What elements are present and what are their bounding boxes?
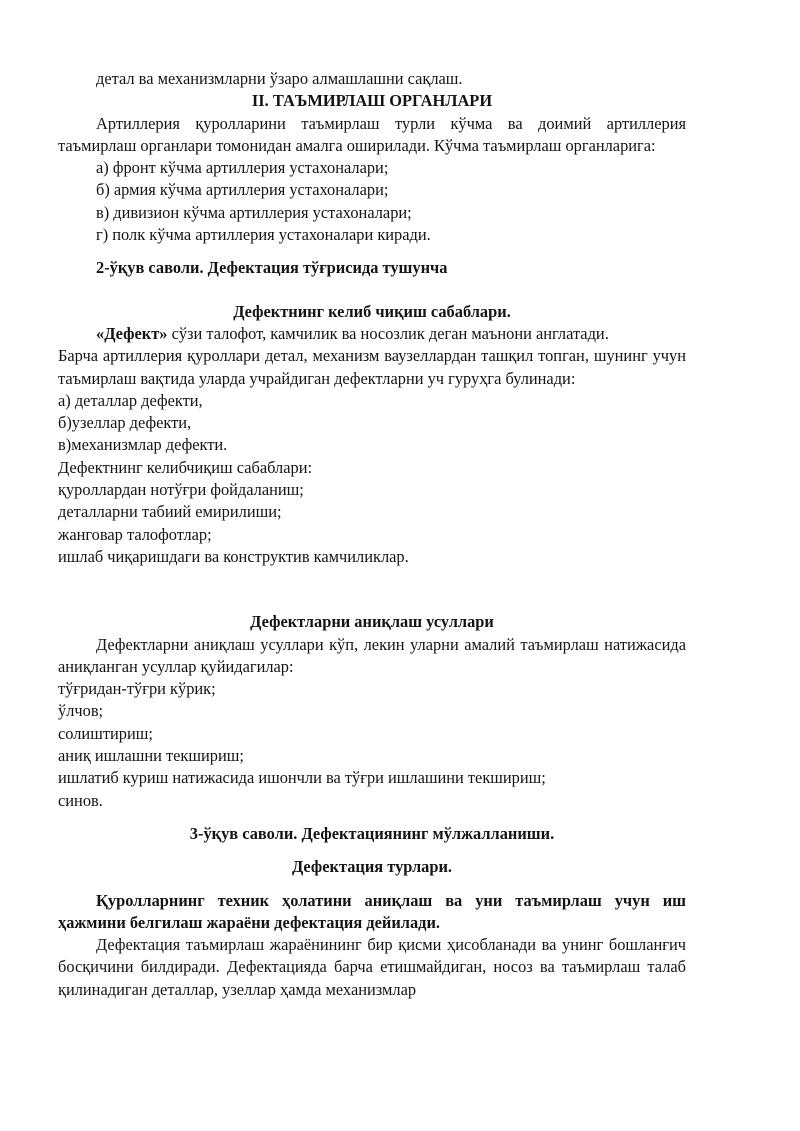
list-item: в)механизмлар дефекти. (58, 435, 228, 455)
list-item: тўғридан-тўғри кўрик; (58, 679, 216, 699)
paragraph-defect-definition (58, 323, 686, 345)
document-page (58, 68, 686, 1001)
defect-term: «Дефект» (96, 323, 168, 343)
paragraph-continuation: детал ва механизмларни ўзаро алмашлашни сақлаш. (96, 69, 463, 88)
list-item: ишлаб чиқаришдаги ва конструктив камчиликлар. (58, 546, 409, 566)
list-item: ишлатиб куриш натижасида ишончли ва тўғри ишлашини текшириш; (58, 768, 546, 788)
paragraph-defect-groups: Барча артиллерия қуроллари детал, механизм ваузеллардан ташқил топган, шунинг учун таъмирлаш вақтида уларда учрайдиган дефектларни уч гуруҳга булинади: (58, 346, 686, 388)
list-item: қуроллардан нотўғри фойдаланиш; (58, 480, 304, 500)
list-item: солиштириш; (58, 723, 153, 743)
list-item: деталларни табиий емирилиши; (58, 502, 282, 522)
list-item: ўлчов; (58, 701, 104, 721)
list-item: а) фронт кўчма артиллерия устахоналари; (96, 158, 389, 178)
list-defect-groups (58, 390, 686, 457)
subheading-detection-methods: Дефектларни аниқлаш усуллари (250, 612, 494, 632)
subheading-defect-causes: Дефектнинг келиб чиқиш сабаблари. (233, 301, 511, 321)
list-item: б)узеллар дефекти, (58, 413, 192, 433)
section-heading-repair-organs: II. ТАЪМИРЛАШ ОРГАНЛАРИ (251, 91, 493, 111)
paragraph-defectation-definition: Қуролларнинг техник ҳолатини аниқлаш ва уни таъмирлаш учун иш ҳажмини белгилаш жараёни дефектация дейилади. (58, 890, 686, 932)
list-defect-causes (58, 479, 686, 568)
paragraph-detection-methods: Дефектларни аниқлаш усуллари кўп, лекин уларни амалий таъмирлаш натижасида аниқланган усуллар қуйидагилар: (58, 634, 686, 676)
list-item: в) дивизион кўчма артиллерия устахоналари; (96, 202, 412, 222)
list-item: б) армия кўчма артиллерия устахоналари; (96, 180, 389, 200)
list-item: синов. (58, 790, 103, 810)
paragraph-repair-organs: Артиллерия қуролларини таъмирлаш турли кўчма ва доимий артиллерия таъмирлаш органлари томонидан амалга оширилади. Кўчма таъмирлаш органларига: (58, 113, 686, 155)
list-item: а) деталлар дефекти, (58, 390, 203, 410)
paragraph-defectation-process: Дефектация таъмирлаш жараёнининг бир қисми ҳисобланади ва унинг бошланғич босқичини билдиради. Дефектацияда барча етишмайдиган, носоз ва таъмирлаш талаб қилинадиган деталлар, узеллар ҳамда механизмлар (58, 935, 686, 999)
list-repair-workshops (58, 157, 686, 246)
list-item: г) полк кўчма артиллерия устахоналари киради. (96, 225, 431, 245)
list-detection-methods (58, 678, 686, 812)
defect-definition-text: сўзи талофот, камчилик ва носозлик деган маънони англатади. (167, 323, 609, 343)
question-3-heading: 3-ўқув саволи. Дефектациянинг мўлжалланиши. (189, 823, 555, 843)
list-item: аниқ ишлашни текшириш; (58, 746, 244, 766)
causes-intro: Дефектнинг келибчиқиш сабаблари: (58, 457, 313, 477)
subheading-defectation-types: Дефектация турлари. (291, 857, 453, 877)
question-2-heading: 2-ўқув саволи. Дефектация тўғрисида тушунча (96, 258, 448, 278)
list-item: жанговар талофотлар; (58, 524, 212, 544)
